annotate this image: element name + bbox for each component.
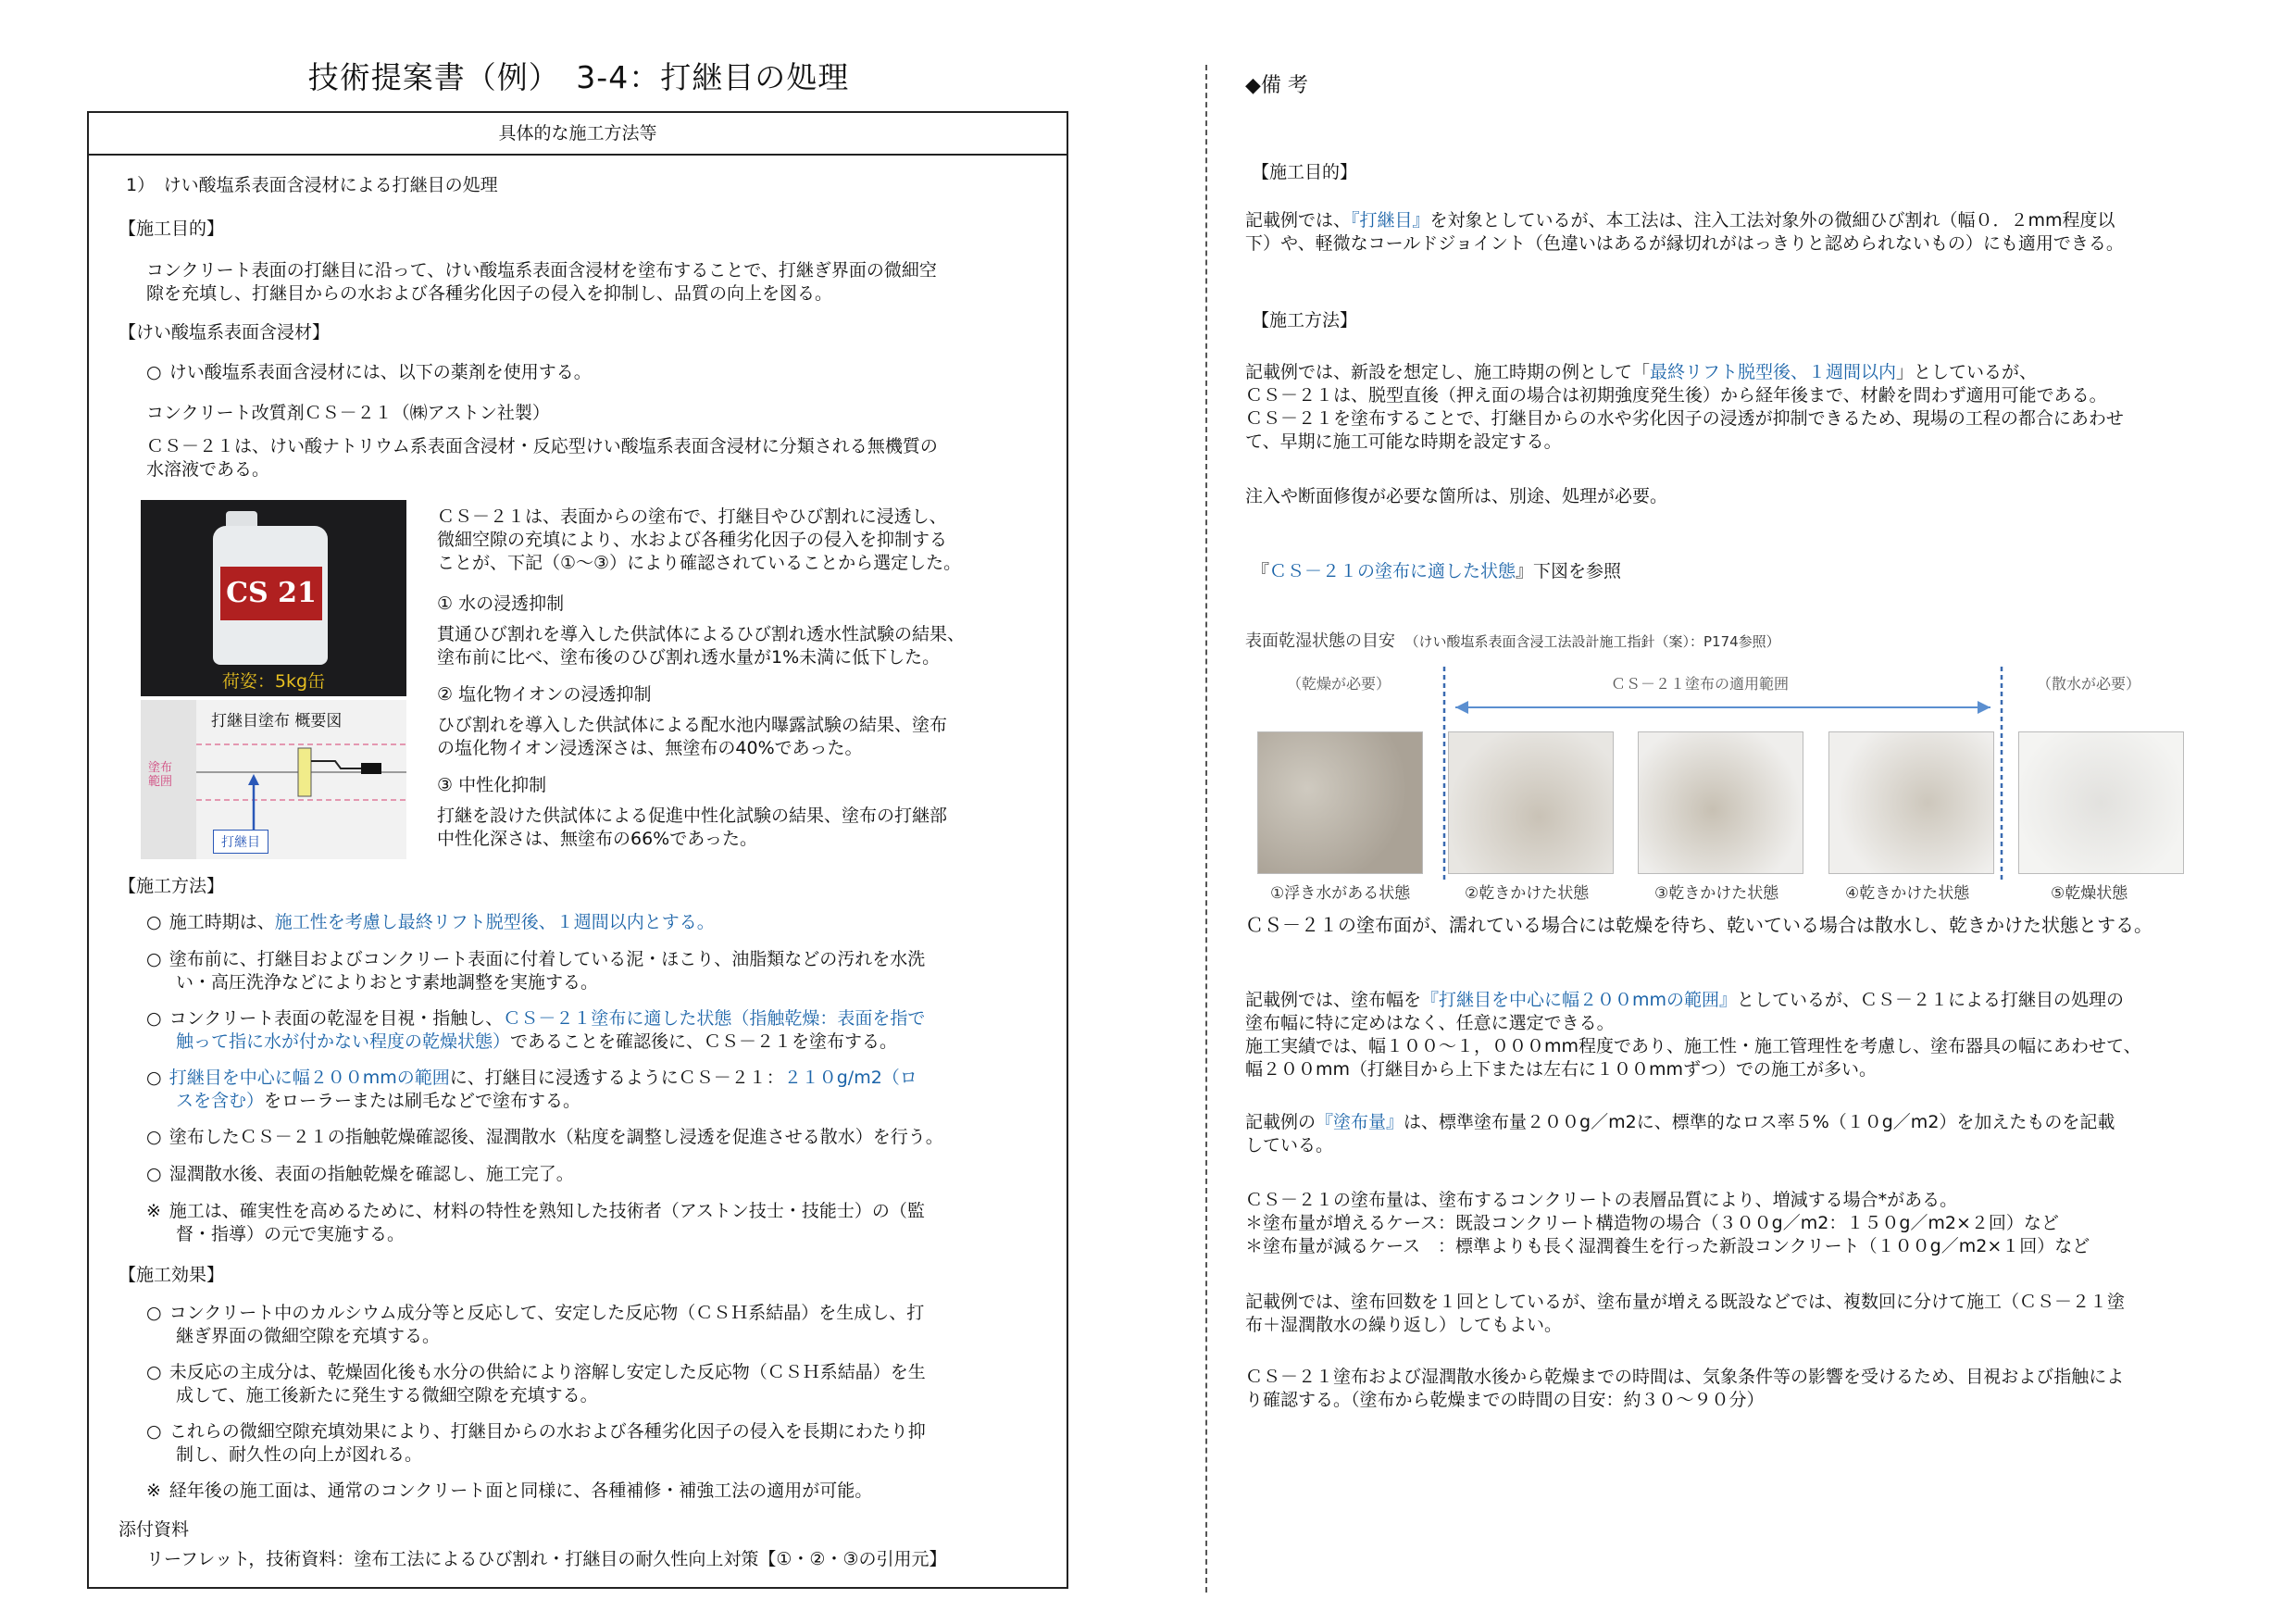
remark-line: り確認する。（塗布から乾燥までの時間の目安：約３０～９０分） — [1245, 1390, 1765, 1410]
bullet-circle-icon: ○ — [146, 1008, 162, 1029]
method-item: ○ コンクリート表面の乾湿を目視・指触し、ＣＳ－２１塗布に適した状態（指触乾燥：表面を指で — [146, 1008, 926, 1029]
surface-label: ③乾きかけた状態 — [1654, 884, 1779, 903]
surface-sample — [1257, 731, 1423, 874]
figure-range-label: ＣＳ－２１塗布の適用範囲 — [1611, 675, 1790, 693]
surface-sample — [1638, 731, 1803, 874]
surface-sample — [1828, 731, 1994, 874]
remark-line: 記載例では、『打継目』を対象としているが、本工法は、注入工法対象外の微細ひび割れ（幅０．２mm程度以 — [1245, 210, 2115, 231]
method-item: ○ 塗布前に、打継目およびコンクリート表面に付着している泥・ほこり、油脂類などの汚れを水洗 — [146, 949, 926, 969]
evidence-line: の塩化物イオン浸透深さは、無塗布の40%であった。 — [437, 738, 863, 758]
effect-item-cont: 成して、施工後新たに発生する微細空隙を充填する。 — [176, 1385, 598, 1405]
remark-line: 塗布幅に特に定めはなく、任意に選定できる。 — [1245, 1013, 1615, 1033]
material-para: 微細空隙の充填により、水および各種劣化因子の侵入を抑制する — [437, 530, 948, 550]
remark-line: ＊塗布量が減るケース ：標準よりも長く湿潤養生を行った新設コンクリート（１００g／m2×１回）など — [1245, 1236, 2090, 1256]
evidence-heading: ② 塩化物イオンの浸透抑制 — [437, 684, 652, 705]
remark-line: 記載例では、塗布回数を１回としているが、塗布量が増える既設などでは、複数回に分けて施工（ＣＳ－２１塗 — [1245, 1292, 2126, 1312]
attachment-heading: 添付資料 — [119, 1519, 190, 1540]
figure-need-water: （散水が必要） — [2037, 675, 2141, 693]
effect-item-cont: 制し、耐久性の向上が図れる。 — [176, 1444, 423, 1465]
remark-line: 記載例では、新設を想定し、施工時期の例として「最終リフト脱型後、１週間以内」としているが、 — [1245, 362, 2038, 382]
column-divider — [1205, 65, 1207, 1593]
remark-line: 下）や、軽微なコールドジョイント（色違いはあるが縁切れがはっきりと認められないもの）にも適用できる。 — [1245, 233, 2124, 254]
surface-label: ⑤乾燥状態 — [2051, 884, 2128, 903]
remark-line: ＣＳ－２１は、脱型直後（押え面の場合は初期強度発生後）から経年後まで、材齢を問わず適用可能である。 — [1245, 385, 2107, 406]
evidence-heading: ① 水の浸透抑制 — [437, 593, 565, 614]
method-item: ○ 塗布したＣＳ－２１の指触乾燥確認後、湿潤散水（粘度を調整し浸透を促進させる散水）を行う。 — [146, 1127, 943, 1147]
material-para: ことが、下記（①～③）により確認されていることから選定した。 — [437, 553, 962, 573]
purpose-heading: 【施工目的】 — [119, 219, 225, 239]
sketch-joint-label: 打継目 — [213, 830, 268, 854]
effect-note: ※ 経年後の施工面は、通常のコンクリート面と同様に、各種補修・補強工法の適用が可能。 — [146, 1480, 873, 1501]
note-mark-icon: ※ — [146, 1480, 161, 1501]
evidence-heading: ③ 中性化抑制 — [437, 775, 547, 795]
evidence-line: 打継を設けた供試体による促進中性化試験の結果、塗布の打継部 — [437, 806, 948, 826]
material-heading: 【けい酸塩系表面含浸材】 — [119, 322, 331, 343]
remark-line: 施工実績では、幅１００～１，０００mm程度であり、施工性・施工管理性を考慮し、塗布器具の幅にあわせて、 — [1245, 1036, 2141, 1056]
remark-line: 注入や断面修復が必要な箇所は、別途、処理が必要。 — [1245, 486, 1668, 506]
material-para: ＣＳ－２１は、表面からの塗布で、打継目やひび割れに浸透し、 — [437, 506, 947, 527]
remark-line: 記載例では、塗布幅を『打継目を中心に幅２００mmの範囲』としているが、ＣＳ－２１による打継目の処理の — [1245, 990, 2125, 1010]
evidence-line: 中性化深さは、無塗布の66%であった。 — [437, 829, 758, 849]
sketch-title: 打継目塗布 概要図 — [211, 712, 343, 731]
remark-line: 布＋湿潤散水の繰り返し）してもよい。 — [1245, 1315, 1563, 1335]
bullet-circle-icon: ○ — [146, 1421, 162, 1442]
evidence-line: 貫通ひび割れを導入した供試体によるひび割れ透水性試験の結果、 — [437, 624, 966, 644]
frame-header: 具体的な施工方法等 — [89, 113, 1067, 156]
method-item-cont: スを含む）をローラーまたは刷毛などで塗布する。 — [176, 1091, 581, 1111]
photo-caption: 荷姿：5kg缶 — [221, 671, 326, 692]
effect-heading: 【施工効果】 — [119, 1265, 225, 1285]
material-line: 水溶液である。 — [146, 459, 270, 480]
remark-purpose-heading: 【施工目的】 — [1252, 162, 1358, 182]
method-item: ○ 湿潤散水後、表面の指触乾燥を確認し、施工完了。 — [146, 1164, 574, 1184]
method-note: ※ 施工は、確実性を高めるために、材料の特性を熟知した技術者（アストン技士・技能士）の（監 — [146, 1201, 925, 1221]
sketch-range-label: 塗布範囲 — [148, 761, 173, 789]
figure-need-dry: （乾燥が必要） — [1287, 675, 1391, 693]
method-note-cont: 督・指導）の元で実施する。 — [176, 1224, 406, 1244]
material-line: ＣＳ－２１は、けい酸ナトリウム系表面含浸材・反応型けい酸塩系表面含浸材に分類される無機質の — [146, 436, 938, 456]
bullet-circle-icon: ○ — [146, 912, 162, 932]
sketch-drawing — [141, 700, 406, 859]
remark-line: ＣＳ－２１塗布および湿潤散水後から乾燥までの時間は、気象条件等の影響を受けるため、目視および指触によ — [1245, 1367, 2125, 1387]
remark-line: ＣＳ－２１を塗布することで、打継目からの水や劣化因子の浸透が抑制できるため、現場の工程の都合にあわせ — [1245, 408, 2124, 429]
note-mark-icon: ※ — [146, 1201, 161, 1221]
bullet-circle-icon: ○ — [146, 362, 162, 382]
figure-reference: 『ＣＳ－２１の塗布に適した状態』下図を参照 — [1252, 561, 1622, 581]
effect-item-cont: 継ぎ界面の微細空隙を充填する。 — [176, 1326, 441, 1346]
joint-sketch — [141, 700, 406, 859]
purpose-line: コンクリート表面の打継目に沿って、けい酸塩系表面含浸材を塗布することで、打継ぎ界面の微細空 — [146, 260, 937, 281]
remarks-heading: ◆備 考 — [1245, 74, 1308, 97]
product-photo — [141, 500, 406, 696]
bullet-circle-icon: ○ — [146, 949, 162, 969]
section-heading: 1） けい酸塩系表面含浸材による打継目の処理 — [126, 175, 498, 195]
remark-line: している。 — [1245, 1135, 1334, 1156]
bullet-circle-icon: ○ — [146, 1164, 162, 1184]
surface-sample — [1448, 731, 1614, 874]
method-item-cont: 触って指に水が付かない程度の乾燥状態）であることを確認後に、ＣＳ－２１を塗布する。 — [176, 1031, 898, 1052]
bullet-circle-icon: ○ — [146, 1127, 162, 1147]
surface-sample — [2018, 731, 2184, 874]
surface-label: ④乾きかけた状態 — [1845, 884, 1970, 903]
product-name: コンクリート改質剤ＣＳ－２１（㈱アストン社製） — [146, 403, 550, 423]
surface-label: ②乾きかけた状態 — [1465, 884, 1590, 903]
purpose-line: 隙を充填し、打継目からの水および各種劣化因子の侵入を抑制し、品質の向上を図る。 — [146, 283, 833, 304]
bullet-circle-icon: ○ — [146, 1303, 162, 1323]
material-bullet: ○ けい酸塩系表面含浸材には、以下の薬剤を使用する。 — [146, 362, 592, 382]
product-label: CS 21 — [220, 567, 322, 620]
bullet-circle-icon: ○ — [146, 1362, 162, 1382]
effect-item: ○ コンクリート中のカルシウム成分等と反応して、安定した反応物（ＣＳＨ系結晶）を生成し、打 — [146, 1303, 925, 1323]
document-title: 技術提案書（例） 3-4：打継目の処理 — [307, 59, 850, 95]
method-item-cont: い・高圧洗浄などによりおとす素地調整を実施する。 — [176, 972, 599, 993]
bullet-circle-icon: ○ — [146, 1068, 162, 1088]
evidence-line: 塗布前に比べ、塗布後のひび割れ透水量が1%未満に低下した。 — [437, 647, 941, 668]
method-item: ○ 打継目を中心に幅２００mmの範囲に、打継目に浸透するようにＣＳ－２１：２１０g/m2（ロ — [146, 1068, 917, 1088]
figure-title: 表面乾湿状態の目安 （けい酸塩系表面含浸工法設計施工指針（案）：P174参照） — [1245, 631, 1780, 651]
remark-line: 記載例の『塗布量』は、標準塗布量２００g／m2に、標準的なロス率５%（１０g／m2）を加えたものを記載 — [1245, 1112, 2115, 1132]
remark-line: ＣＳ－２１の塗布量は、塗布するコンクリートの表層品質により、増減する場合*がある。 — [1245, 1190, 1958, 1210]
surface-label: ①浮き水がある状態 — [1270, 884, 1411, 903]
remark-line: て、早期に施工可能な時期を設定する。 — [1245, 431, 1562, 452]
attachment-line: リーフレット，技術資料：塗布工法によるひび割れ・打継目の耐久性向上対策【①・②・③の引用元】 — [146, 1549, 947, 1569]
effect-item: ○ 未反応の主成分は、乾燥固化後も水分の供給により溶解し安定した反応物（ＣＳＨ系結晶）を生 — [146, 1362, 926, 1382]
method-heading: 【施工方法】 — [119, 876, 225, 896]
remark-method-heading: 【施工方法】 — [1252, 310, 1358, 331]
remark-line: ＊塗布量が増えるケース：既設コンクリート構造物の場合（３００g／m2：１５０g／m2×２回）など — [1245, 1213, 2059, 1233]
figure-caption: ＣＳ－２１の塗布面が、濡れている場合には乾燥を待ち、乾いている場合は散水し、乾きかけた状態とする。 — [1245, 914, 2152, 936]
effect-item: ○ これらの微細空隙充填効果により、打継目からの水および各種劣化因子の侵入を長期にわたり抑 — [146, 1421, 926, 1442]
remark-line: 幅２００mm（打継目から上下または左右に１００mmずつ）での施工が多い。 — [1245, 1059, 1878, 1080]
evidence-line: ひび割れを導入した供試体による配水池内曝露試験の結果、塗布 — [437, 715, 948, 735]
method-item: ○ 施工時期は、施工性を考慮し最終リフト脱型後、１週間以内とする。 — [146, 912, 715, 932]
